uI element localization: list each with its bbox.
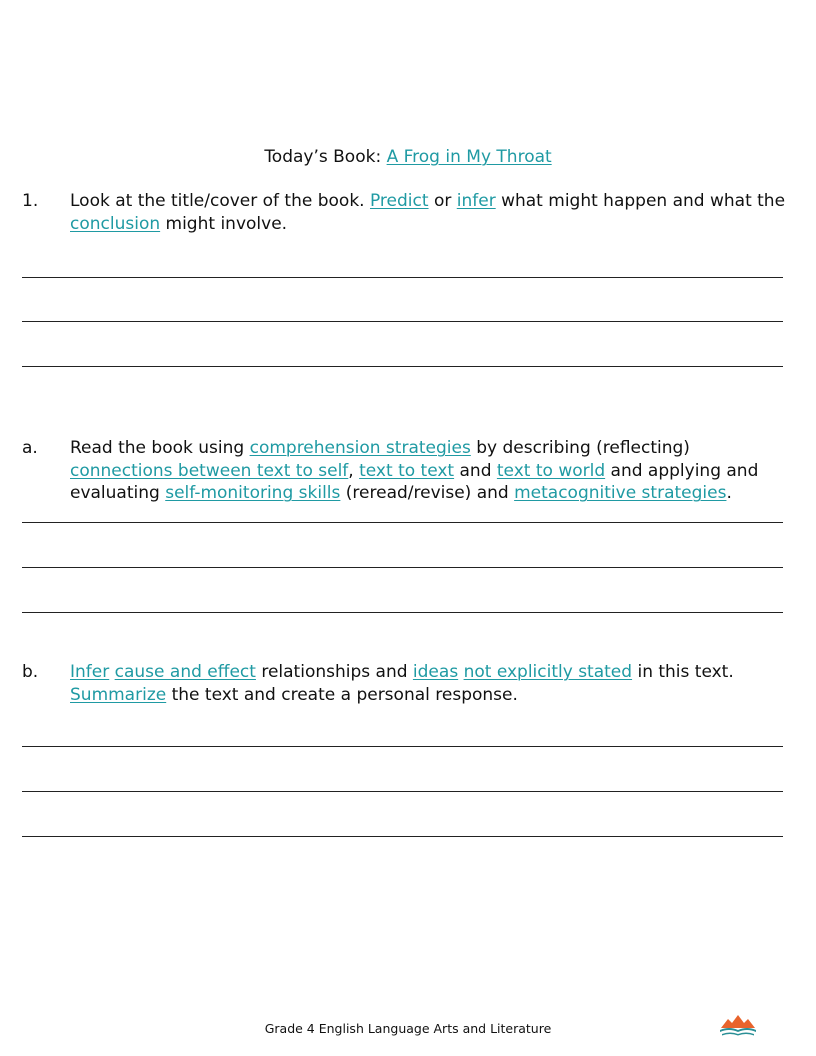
question-text bbox=[70, 661, 792, 706]
answer-line[interactable] bbox=[22, 321, 783, 322]
answer-line[interactable] bbox=[22, 567, 783, 568]
question-text-segment: by describing (reflecting) bbox=[470, 438, 690, 458]
question-text-segment: relationships and bbox=[255, 662, 413, 682]
answer-line[interactable] bbox=[22, 836, 783, 837]
vocabulary-link[interactable]: cause and effect bbox=[114, 662, 256, 682]
vocabulary-link[interactable]: connections between text to self bbox=[70, 460, 349, 481]
answer-line[interactable] bbox=[22, 791, 783, 792]
answer-line[interactable] bbox=[22, 366, 783, 367]
vocabulary-link[interactable]: comprehension strategies bbox=[249, 438, 471, 458]
question-number: 1. bbox=[22, 191, 39, 211]
vocabulary-link[interactable]: infer bbox=[456, 191, 496, 211]
vocabulary-link[interactable]: ideas bbox=[412, 662, 459, 682]
question-text bbox=[70, 437, 792, 505]
answer-line[interactable] bbox=[22, 277, 783, 278]
question-text-segment: and bbox=[454, 460, 497, 481]
vocabulary-link[interactable]: text to world bbox=[496, 460, 606, 481]
answer-line[interactable] bbox=[22, 746, 783, 747]
vocabulary-link[interactable]: metacognitive strategies bbox=[514, 483, 727, 503]
vocabulary-link[interactable]: text to text bbox=[359, 460, 455, 481]
vocabulary-link[interactable]: Summarize bbox=[70, 684, 167, 705]
vocabulary-link[interactable]: Predict bbox=[369, 191, 429, 211]
question-text-segment: in this text. bbox=[632, 662, 734, 682]
question-text-segment: what might happen and what the bbox=[495, 191, 786, 211]
question-b bbox=[22, 661, 792, 706]
question-text-segment: (reread/revise) and bbox=[340, 483, 515, 503]
question-text-segment: Read the book using bbox=[70, 438, 250, 458]
mountain-book-logo-icon bbox=[718, 1012, 758, 1038]
question-text-segment: and applying and evaluating bbox=[70, 460, 759, 503]
vocabulary-link[interactable]: conclusion bbox=[70, 213, 161, 234]
question-1 bbox=[22, 190, 792, 235]
question-number: b. bbox=[22, 662, 39, 682]
book-label: Today’s Book: bbox=[264, 147, 387, 167]
page-title bbox=[0, 145, 816, 169]
vocabulary-link[interactable]: not explicitly stated bbox=[463, 662, 633, 682]
question-text-segment: . bbox=[726, 483, 732, 503]
question-text-segment: might involve. bbox=[160, 213, 288, 234]
vocabulary-link[interactable]: self-monitoring skills bbox=[165, 483, 341, 503]
book-title-link[interactable]: A Frog in My Throat bbox=[386, 147, 552, 167]
question-a bbox=[22, 437, 792, 505]
question-text-segment: Look at the title/cover of the book. bbox=[70, 191, 370, 211]
answer-line[interactable] bbox=[22, 612, 783, 613]
answer-line[interactable] bbox=[22, 522, 783, 523]
question-number: a. bbox=[22, 438, 38, 458]
footer-text: Grade 4 English Language Arts and Literature bbox=[264, 1021, 552, 1036]
vocabulary-link[interactable]: Infer bbox=[70, 662, 110, 682]
question-text-segment: or bbox=[428, 191, 457, 211]
question-text bbox=[70, 190, 792, 235]
question-text-segment: the text and create a personal response. bbox=[166, 684, 518, 705]
question-text-segment: , bbox=[348, 460, 360, 481]
